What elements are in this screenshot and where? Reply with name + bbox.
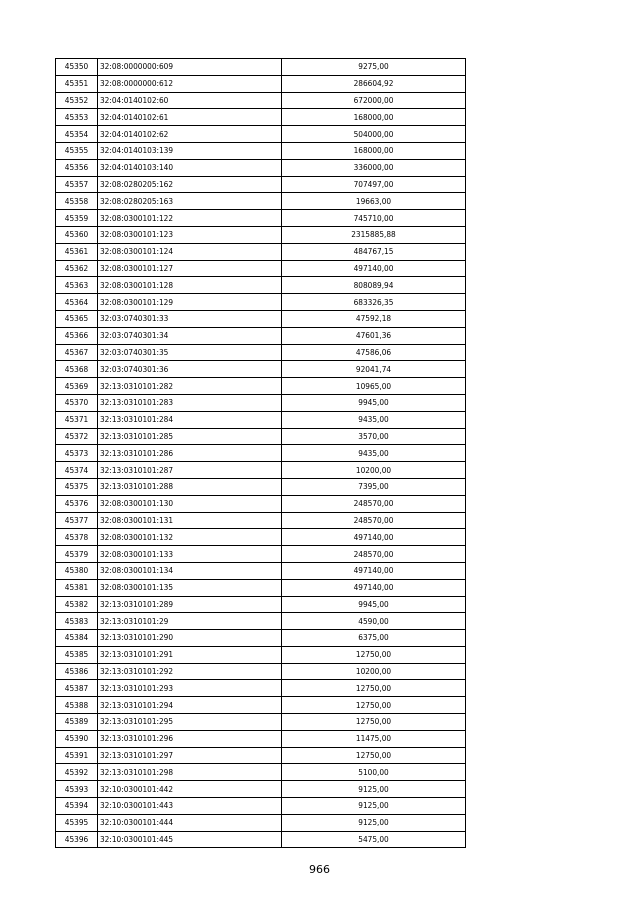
value-cell: 336000,00 bbox=[282, 159, 466, 176]
row-number-cell: 45371 bbox=[56, 411, 98, 428]
registry-table-body bbox=[56, 59, 466, 848]
cadastral-number-cell: 32:08:0280205:162 bbox=[98, 176, 282, 193]
row-number-cell: 45366 bbox=[56, 327, 98, 344]
row-number-cell: 45377 bbox=[56, 512, 98, 529]
cadastral-number-cell: 32:08:0300101:132 bbox=[98, 529, 282, 546]
table-row bbox=[56, 394, 466, 411]
table-row bbox=[56, 613, 466, 630]
table-row bbox=[56, 310, 466, 327]
value-cell: 47586,06 bbox=[282, 344, 466, 361]
value-cell: 9945,00 bbox=[282, 394, 466, 411]
cadastral-number-cell: 32:10:0300101:444 bbox=[98, 814, 282, 831]
cadastral-number-cell: 32:08:0300101:122 bbox=[98, 210, 282, 227]
value-cell: 6375,00 bbox=[282, 630, 466, 647]
value-cell: 9435,00 bbox=[282, 411, 466, 428]
value-cell: 9125,00 bbox=[282, 781, 466, 798]
table-row bbox=[56, 176, 466, 193]
value-cell: 12750,00 bbox=[282, 714, 466, 731]
value-cell: 5475,00 bbox=[282, 831, 466, 848]
cadastral-number-cell: 32:13:0310101:286 bbox=[98, 445, 282, 462]
value-cell: 497140,00 bbox=[282, 579, 466, 596]
cadastral-number-cell: 32:13:0310101:294 bbox=[98, 697, 282, 714]
table-row bbox=[56, 327, 466, 344]
row-number-cell: 45389 bbox=[56, 714, 98, 731]
cadastral-number-cell: 32:13:0310101:298 bbox=[98, 764, 282, 781]
value-cell: 248570,00 bbox=[282, 512, 466, 529]
row-number-cell: 45354 bbox=[56, 126, 98, 143]
cadastral-number-cell: 32:08:0300101:131 bbox=[98, 512, 282, 529]
table-row bbox=[56, 764, 466, 781]
value-cell: 248570,00 bbox=[282, 495, 466, 512]
row-number-cell: 45382 bbox=[56, 596, 98, 613]
table-row bbox=[56, 260, 466, 277]
value-cell: 11475,00 bbox=[282, 730, 466, 747]
row-number-cell: 45381 bbox=[56, 579, 98, 596]
value-cell: 9275,00 bbox=[282, 59, 466, 76]
table-row bbox=[56, 75, 466, 92]
row-number-cell: 45390 bbox=[56, 730, 98, 747]
value-cell: 7395,00 bbox=[282, 478, 466, 495]
row-number-cell: 45396 bbox=[56, 831, 98, 848]
value-cell: 9945,00 bbox=[282, 596, 466, 613]
table-row bbox=[56, 529, 466, 546]
cadastral-number-cell: 32:13:0310101:296 bbox=[98, 730, 282, 747]
row-number-cell: 45393 bbox=[56, 781, 98, 798]
value-cell: 497140,00 bbox=[282, 260, 466, 277]
row-number-cell: 45363 bbox=[56, 277, 98, 294]
row-number-cell: 45350 bbox=[56, 59, 98, 76]
table-row bbox=[56, 630, 466, 647]
row-number-cell: 45361 bbox=[56, 243, 98, 260]
row-number-cell: 45357 bbox=[56, 176, 98, 193]
value-cell: 4590,00 bbox=[282, 613, 466, 630]
row-number-cell: 45370 bbox=[56, 394, 98, 411]
value-cell: 10200,00 bbox=[282, 663, 466, 680]
cadastral-number-cell: 32:08:0300101:127 bbox=[98, 260, 282, 277]
cadastral-number-cell: 32:03:0740301:34 bbox=[98, 327, 282, 344]
cadastral-number-cell: 32:04:0140103:140 bbox=[98, 159, 282, 176]
cadastral-number-cell: 32:08:0280205:163 bbox=[98, 193, 282, 210]
cadastral-number-cell: 32:08:0300101:135 bbox=[98, 579, 282, 596]
row-number-cell: 45388 bbox=[56, 697, 98, 714]
cadastral-number-cell: 32:10:0300101:443 bbox=[98, 798, 282, 815]
cadastral-number-cell: 32:08:0000000:609 bbox=[98, 59, 282, 76]
value-cell: 12750,00 bbox=[282, 697, 466, 714]
row-number-cell: 45367 bbox=[56, 344, 98, 361]
row-number-cell: 45383 bbox=[56, 613, 98, 630]
value-cell: 2315885,88 bbox=[282, 226, 466, 243]
table-row bbox=[56, 411, 466, 428]
table-row bbox=[56, 126, 466, 143]
value-cell: 9125,00 bbox=[282, 798, 466, 815]
row-number-cell: 45395 bbox=[56, 814, 98, 831]
cadastral-number-cell: 32:13:0310101:288 bbox=[98, 478, 282, 495]
value-cell: 683326,35 bbox=[282, 294, 466, 311]
value-cell: 19663,00 bbox=[282, 193, 466, 210]
row-number-cell: 45355 bbox=[56, 142, 98, 159]
cadastral-number-cell: 32:08:0300101:124 bbox=[98, 243, 282, 260]
cadastral-number-cell: 32:04:0140102:60 bbox=[98, 92, 282, 109]
row-number-cell: 45373 bbox=[56, 445, 98, 462]
table-row bbox=[56, 562, 466, 579]
row-number-cell: 45387 bbox=[56, 680, 98, 697]
table-row bbox=[56, 226, 466, 243]
row-number-cell: 45384 bbox=[56, 630, 98, 647]
row-number-cell: 45372 bbox=[56, 428, 98, 445]
cadastral-number-cell: 32:04:0140103:139 bbox=[98, 142, 282, 159]
table-row bbox=[56, 798, 466, 815]
table-row bbox=[56, 109, 466, 126]
table-row bbox=[56, 344, 466, 361]
row-number-cell: 45358 bbox=[56, 193, 98, 210]
value-cell: 248570,00 bbox=[282, 546, 466, 563]
table-row bbox=[56, 814, 466, 831]
value-cell: 497140,00 bbox=[282, 529, 466, 546]
cadastral-number-cell: 32:13:0310101:289 bbox=[98, 596, 282, 613]
table-row bbox=[56, 646, 466, 663]
cadastral-number-cell: 32:13:0310101:283 bbox=[98, 394, 282, 411]
row-number-cell: 45394 bbox=[56, 798, 98, 815]
row-number-cell: 45364 bbox=[56, 294, 98, 311]
table-row bbox=[56, 159, 466, 176]
cadastral-number-cell: 32:04:0140102:61 bbox=[98, 109, 282, 126]
row-number-cell: 45368 bbox=[56, 361, 98, 378]
value-cell: 12750,00 bbox=[282, 680, 466, 697]
cadastral-number-cell: 32:13:0310101:291 bbox=[98, 646, 282, 663]
value-cell: 9435,00 bbox=[282, 445, 466, 462]
cadastral-number-cell: 32:13:0310101:295 bbox=[98, 714, 282, 731]
table-row bbox=[56, 193, 466, 210]
cadastral-number-cell: 32:13:0310101:284 bbox=[98, 411, 282, 428]
row-number-cell: 45391 bbox=[56, 747, 98, 764]
cadastral-number-cell: 32:13:0310101:293 bbox=[98, 680, 282, 697]
row-number-cell: 45378 bbox=[56, 529, 98, 546]
value-cell: 484767,15 bbox=[282, 243, 466, 260]
value-cell: 168000,00 bbox=[282, 109, 466, 126]
cadastral-number-cell: 32:08:0000000:612 bbox=[98, 75, 282, 92]
cadastral-number-cell: 32:08:0300101:123 bbox=[98, 226, 282, 243]
table-row bbox=[56, 714, 466, 731]
value-cell: 808089,94 bbox=[282, 277, 466, 294]
row-number-cell: 45362 bbox=[56, 260, 98, 277]
table-row bbox=[56, 512, 466, 529]
value-cell: 47601,36 bbox=[282, 327, 466, 344]
row-number-cell: 45351 bbox=[56, 75, 98, 92]
cadastral-number-cell: 32:08:0300101:129 bbox=[98, 294, 282, 311]
table-row bbox=[56, 294, 466, 311]
row-number-cell: 45375 bbox=[56, 478, 98, 495]
table-row bbox=[56, 445, 466, 462]
value-cell: 504000,00 bbox=[282, 126, 466, 143]
value-cell: 745710,00 bbox=[282, 210, 466, 227]
table-row bbox=[56, 781, 466, 798]
table-row bbox=[56, 462, 466, 479]
cadastral-number-cell: 32:13:0310101:292 bbox=[98, 663, 282, 680]
row-number-cell: 45352 bbox=[56, 92, 98, 109]
value-cell: 9125,00 bbox=[282, 814, 466, 831]
table-row bbox=[56, 747, 466, 764]
page-number: 966 bbox=[309, 863, 330, 876]
value-cell: 12750,00 bbox=[282, 646, 466, 663]
table-row bbox=[56, 579, 466, 596]
cadastral-number-cell: 32:10:0300101:445 bbox=[98, 831, 282, 848]
value-cell: 10200,00 bbox=[282, 462, 466, 479]
cadastral-number-cell: 32:03:0740301:35 bbox=[98, 344, 282, 361]
row-number-cell: 45392 bbox=[56, 764, 98, 781]
value-cell: 47592,18 bbox=[282, 310, 466, 327]
value-cell: 707497,00 bbox=[282, 176, 466, 193]
cadastral-number-cell: 32:08:0300101:133 bbox=[98, 546, 282, 563]
row-number-cell: 45356 bbox=[56, 159, 98, 176]
cadastral-number-cell: 32:04:0140102:62 bbox=[98, 126, 282, 143]
cadastral-number-cell: 32:08:0300101:128 bbox=[98, 277, 282, 294]
value-cell: 286604,92 bbox=[282, 75, 466, 92]
table-row bbox=[56, 697, 466, 714]
row-number-cell: 45374 bbox=[56, 462, 98, 479]
table-row bbox=[56, 210, 466, 227]
table-row bbox=[56, 495, 466, 512]
table-row bbox=[56, 596, 466, 613]
table-row bbox=[56, 680, 466, 697]
value-cell: 10965,00 bbox=[282, 378, 466, 395]
value-cell: 12750,00 bbox=[282, 747, 466, 764]
table-row bbox=[56, 92, 466, 109]
row-number-cell: 45353 bbox=[56, 109, 98, 126]
table-row bbox=[56, 277, 466, 294]
value-cell: 92041,74 bbox=[282, 361, 466, 378]
cadastral-number-cell: 32:13:0310101:287 bbox=[98, 462, 282, 479]
cadastral-number-cell: 32:10:0300101:442 bbox=[98, 781, 282, 798]
row-number-cell: 45376 bbox=[56, 495, 98, 512]
cadastral-number-cell: 32:13:0310101:285 bbox=[98, 428, 282, 445]
value-cell: 3570,00 bbox=[282, 428, 466, 445]
table-row bbox=[56, 730, 466, 747]
row-number-cell: 45360 bbox=[56, 226, 98, 243]
value-cell: 168000,00 bbox=[282, 142, 466, 159]
cadastral-number-cell: 32:08:0300101:134 bbox=[98, 562, 282, 579]
table-row bbox=[56, 546, 466, 563]
table-row bbox=[56, 831, 466, 848]
row-number-cell: 45359 bbox=[56, 210, 98, 227]
table-row bbox=[56, 59, 466, 76]
value-cell: 497140,00 bbox=[282, 562, 466, 579]
row-number-cell: 45379 bbox=[56, 546, 98, 563]
cadastral-number-cell: 32:13:0310101:29 bbox=[98, 613, 282, 630]
table-row bbox=[56, 142, 466, 159]
table-row bbox=[56, 663, 466, 680]
cadastral-number-cell: 32:13:0310101:282 bbox=[98, 378, 282, 395]
value-cell: 5100,00 bbox=[282, 764, 466, 781]
table-row bbox=[56, 243, 466, 260]
value-cell: 672000,00 bbox=[282, 92, 466, 109]
table-row bbox=[56, 428, 466, 445]
row-number-cell: 45365 bbox=[56, 310, 98, 327]
registry-table bbox=[55, 58, 466, 848]
table-row bbox=[56, 378, 466, 395]
cadastral-number-cell: 32:08:0300101:130 bbox=[98, 495, 282, 512]
row-number-cell: 45380 bbox=[56, 562, 98, 579]
table-row bbox=[56, 361, 466, 378]
cadastral-number-cell: 32:13:0310101:290 bbox=[98, 630, 282, 647]
table-row bbox=[56, 478, 466, 495]
row-number-cell: 45385 bbox=[56, 646, 98, 663]
cadastral-number-cell: 32:03:0740301:33 bbox=[98, 310, 282, 327]
cadastral-number-cell: 32:03:0740301:36 bbox=[98, 361, 282, 378]
row-number-cell: 45369 bbox=[56, 378, 98, 395]
row-number-cell: 45386 bbox=[56, 663, 98, 680]
cadastral-number-cell: 32:13:0310101:297 bbox=[98, 747, 282, 764]
